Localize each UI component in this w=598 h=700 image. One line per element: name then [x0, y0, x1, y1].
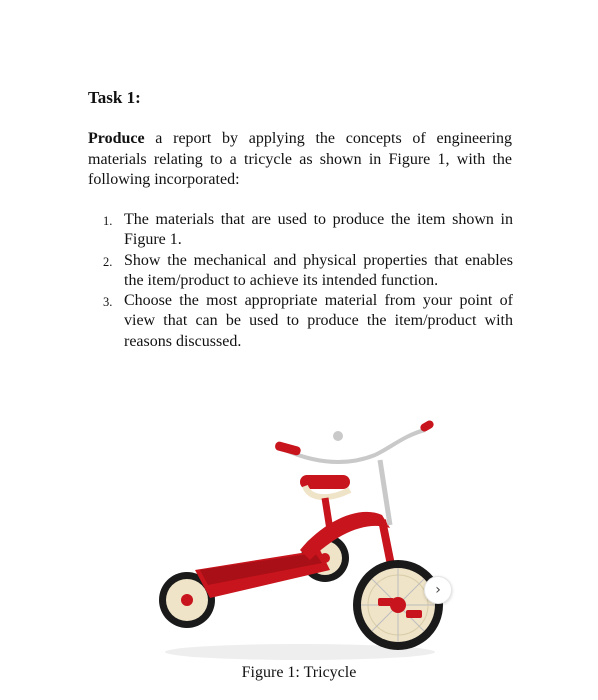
list-number: 2.: [103, 254, 113, 269]
task-intro: [88, 129, 512, 191]
list-text: Show the mechanical and physical properties that enables the item/product to achieve its intended function.: [124, 251, 513, 289]
list-item: [103, 291, 513, 352]
requirements-list: [103, 210, 513, 352]
chevron-right-icon: ›: [435, 582, 441, 598]
tricycle-image: [150, 420, 450, 665]
list-number: 1.: [103, 214, 113, 228]
list-item: [103, 210, 513, 251]
list-text: The materials that are used to produce the item shown in Figure 1.: [124, 211, 513, 249]
figure-caption: Figure 1: Tricycle: [241, 664, 357, 681]
task-title: Task 1:: [88, 88, 141, 107]
list-text: Choose the most appropriate material from your point of view that can be used to produce the item/product with reasons discussed.: [124, 292, 513, 350]
list-item: [103, 251, 513, 292]
intro-text: a report by applying the concepts of engineering materials relating to a tricycle as shown in Figure 1, with the following incorporated:: [88, 130, 512, 188]
intro-bold-word: Produce: [88, 130, 145, 147]
list-number: 3.: [103, 295, 113, 310]
next-image-button[interactable]: [424, 576, 452, 604]
